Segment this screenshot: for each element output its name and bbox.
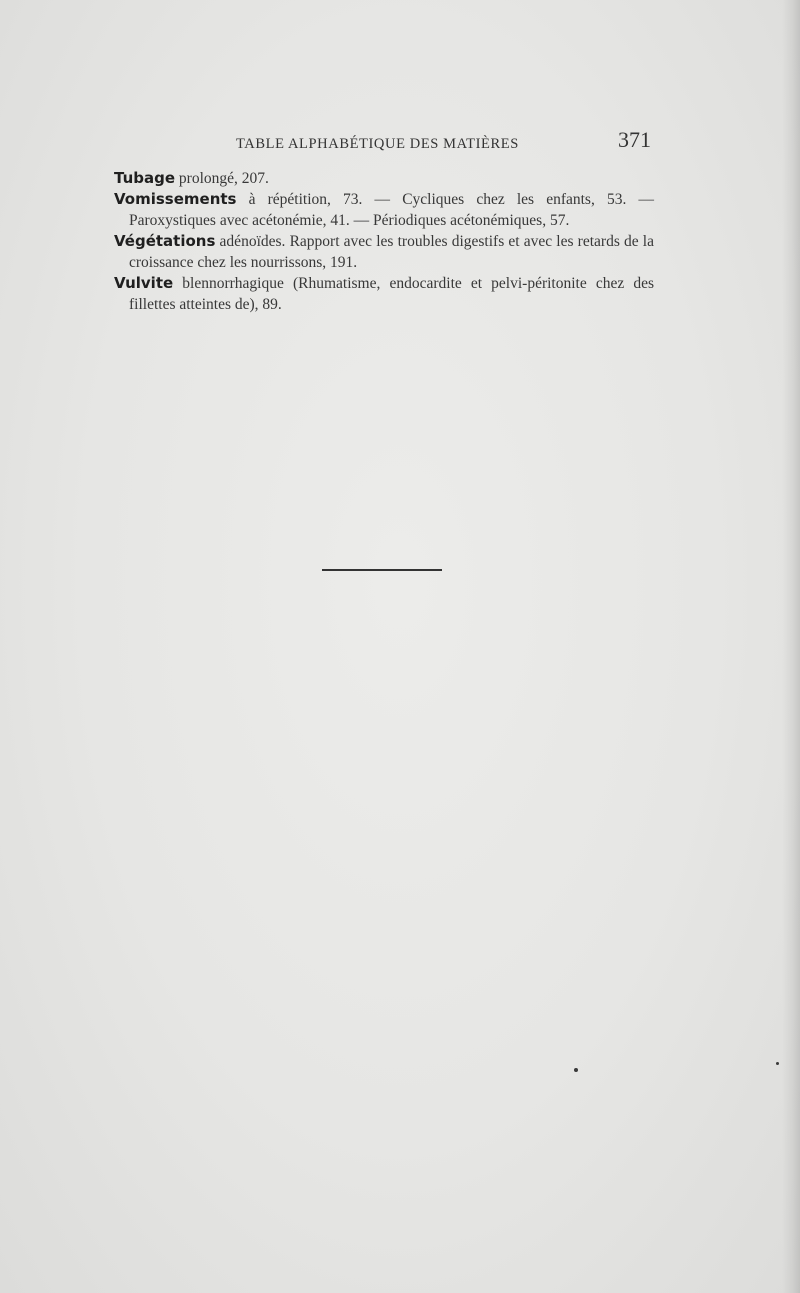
entry-text: prolongé, 207. <box>175 170 269 187</box>
index-entries <box>114 168 654 315</box>
index-entry <box>114 231 654 273</box>
end-rule <box>322 569 442 571</box>
index-entry <box>114 273 654 315</box>
paper-speck <box>574 1068 578 1072</box>
entry-text: à répétition, 73. — Cycliques chez les enfants, 53. — Paroxystiques avec acétonémie, 41. — Périodiques acétonémiques, 57. <box>129 191 654 229</box>
index-entry <box>114 189 654 231</box>
page-number: 371 <box>618 127 651 152</box>
running-head: TABLE ALPHABÉTIQUE DES MATIÈRES <box>236 136 519 152</box>
entry-headword: Tubage <box>114 169 176 187</box>
entry-headword: Vomissements <box>114 190 237 208</box>
entry-headword: Végétations <box>114 232 216 250</box>
index-entry <box>114 168 654 189</box>
entry-headword: Vulvite <box>114 274 174 292</box>
entry-text: adénoïdes. Rapport avec les troubles digestifs et avec les retards de la croissance chez les nourrissons, 191. <box>129 233 654 271</box>
page-edge-shadow <box>782 0 800 1293</box>
entry-text: blennorrhagique (Rhumatisme, endocardite et pelvi-péritonite chez des fillettes atteintes de), 89. <box>129 275 654 313</box>
paper-speck <box>776 1062 779 1065</box>
